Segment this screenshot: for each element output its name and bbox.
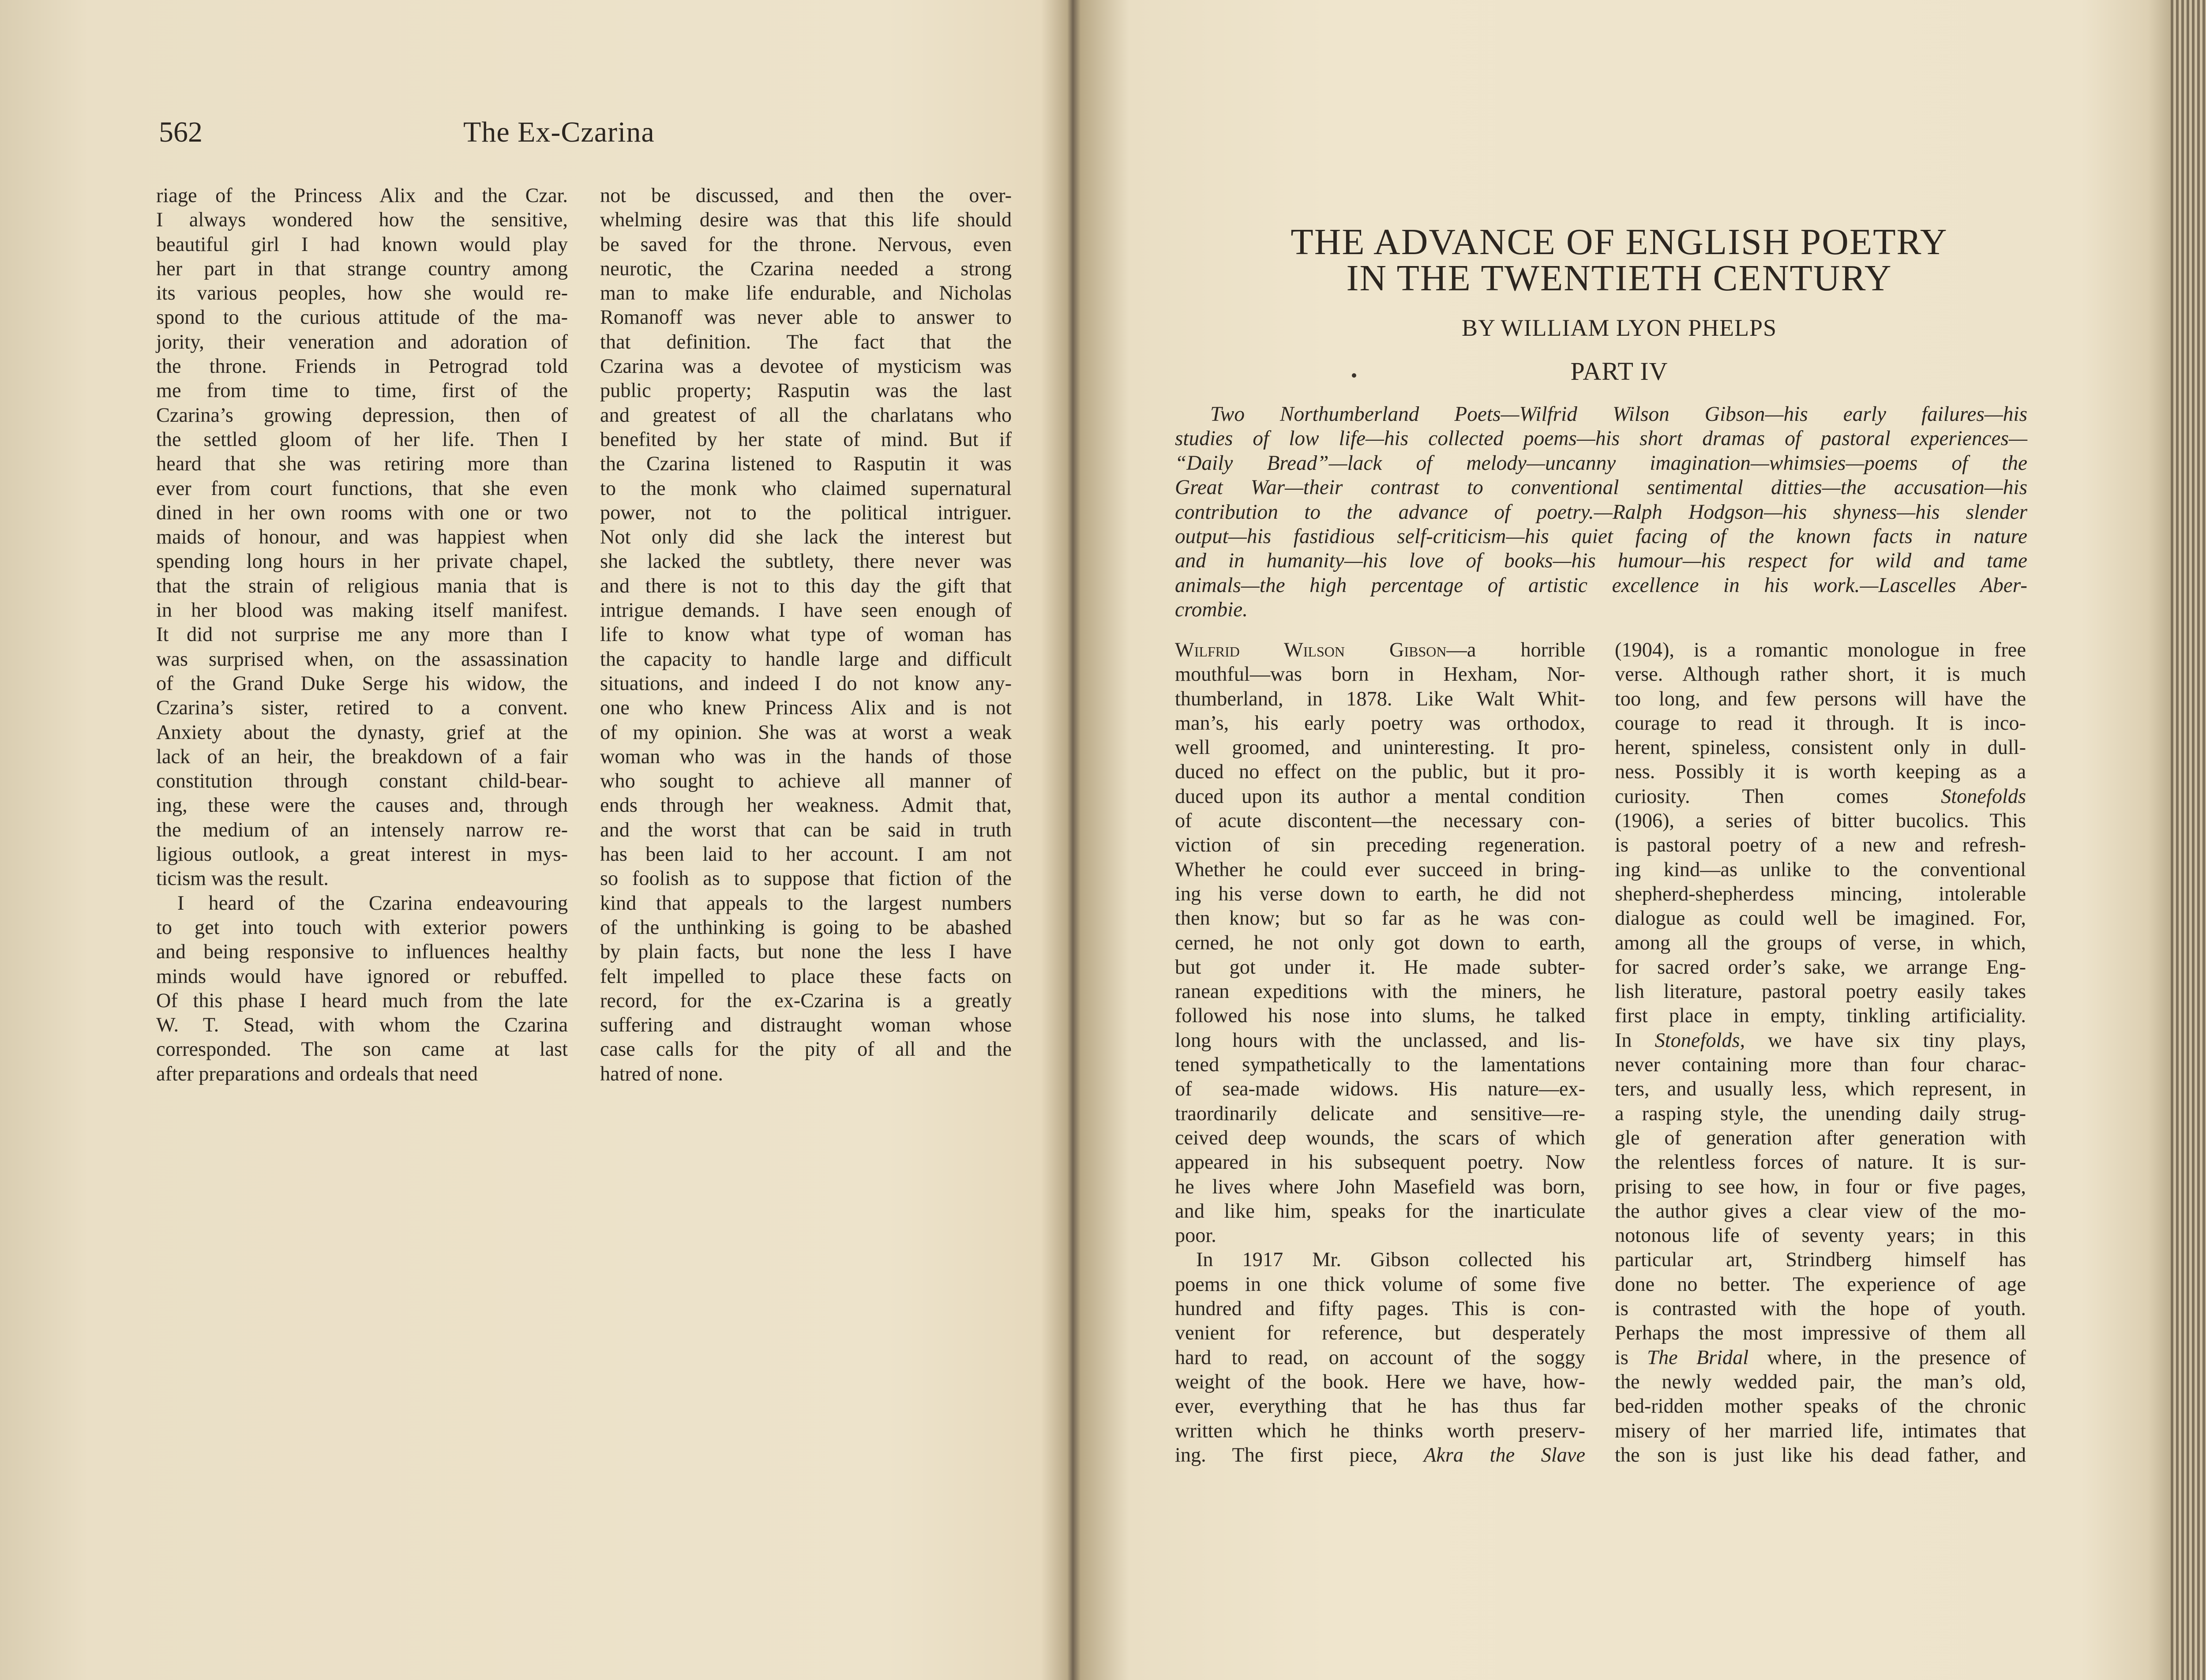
text-line: misery of her married life, intimates that (1615, 1419, 2026, 1442)
text-line: for sacred order’s sake, we arrange Eng- (1615, 956, 2026, 979)
chapter-summary (1175, 402, 2027, 622)
text-line: venient for reference, but desperately (1175, 1322, 1585, 1345)
text-line: poor. (1175, 1224, 1216, 1247)
text-line: after preparations and ordeals that need (156, 1062, 478, 1085)
text-line: spending long hours in her private chapel, (156, 550, 568, 573)
text-line: ever from court functions, that she even (156, 477, 568, 500)
text-line: Czarina was a devotee of mysticism was (600, 355, 1012, 378)
ink-dot (1352, 373, 1356, 378)
page-number: 562 (159, 116, 203, 148)
left-column-1 (156, 184, 568, 1086)
text-line: is pastoral poetry of a new and refresh- (1615, 834, 2026, 857)
text-line: he lives where John Masefield was born, (1175, 1175, 1585, 1198)
text-line: traordinarily delicate and sensitive—re- (1175, 1102, 1585, 1125)
text-line: heard that she was retiring more than (156, 453, 568, 476)
text-line: who sought to achieve all manner of (600, 770, 1012, 793)
text-line: Not only did she lack the interest but (600, 526, 1012, 549)
text-line: ceived deep wounds, the scars of which (1175, 1126, 1585, 1149)
text-line: too long, and few persons will have the (1615, 687, 2026, 710)
text-line: among all the groups of verse, in which, (1615, 931, 2026, 954)
text-line: (1904), is a romantic monologue in free (1615, 639, 2026, 661)
text-line: not be discussed, and then the over- (600, 184, 1012, 207)
text-line: done no better. The experience of age (1615, 1273, 2026, 1296)
text-line: lack of an heir, the breakdown of a fair (156, 745, 568, 768)
text-line: be saved for the throne. Nervous, even (600, 233, 1012, 256)
italic-title: Stonefolds, (1654, 1029, 1745, 1052)
text-line: the newly wedded pair, the man’s old, (1615, 1370, 2026, 1393)
text-line: (1906), a series of bitter bucolics. This (1615, 810, 2026, 832)
part-heading: PART IV (1570, 357, 1668, 386)
text-line: the capacity to handle large and difficult (600, 648, 1012, 671)
text-line: gle of generation after generation with (1615, 1126, 2026, 1149)
text-line: of acute discontent—the necessary con- (1175, 810, 1585, 832)
text-line: the author gives a clear view of the mo- (1615, 1200, 2026, 1222)
text-line: the medium of an intensely narrow re- (156, 818, 568, 841)
text-line: corresponded. The son came at last (156, 1038, 568, 1061)
text-line: the relentless forces of nature. It is sur- (1615, 1151, 2026, 1174)
text-line (1175, 638, 1585, 662)
text-line: written which he thinks worth preserv- (1175, 1419, 1585, 1442)
text-line: mouthful—was born in Hexham, Nor- (1175, 663, 1585, 686)
text-line: It did not surprise me any more than I (156, 623, 568, 646)
text-line: minds would have ignored or rebuffed. (156, 965, 568, 988)
text-line: her part in that strange country among (156, 257, 568, 280)
italic-title: The Bridal (1647, 1346, 1749, 1369)
text-line: the son is just like his dead father, and (1615, 1444, 2026, 1466)
text-line: the settled gloom of her life. Then I (156, 428, 568, 451)
text-line: life to know what type of woman has (600, 623, 1012, 646)
text-fragment: ing. The first piece, (1175, 1444, 1424, 1466)
text-line: and in humanity—his love of books—his humour—his respect for wild and tame (1175, 549, 2027, 573)
text-line: well groomed, and uninteresting. It pro- (1175, 736, 1585, 759)
text-line: ness. Possibly it is worth keeping as a (1615, 761, 2026, 784)
text-line: and the worst that can be said in truth (600, 818, 1012, 841)
text-line: ing kind—as unlike to the conventional (1615, 858, 2026, 881)
text-line: first place in empty, tinkling artificiality. (1615, 1005, 2026, 1028)
text-line: hundred and fifty pages. This is con- (1175, 1298, 1585, 1320)
text-line: constitution through constant child-bear- (156, 770, 568, 793)
text-line: cerned, he not only got down to earth, (1175, 931, 1585, 954)
text-line: man to make life endurable, and Nicholas (600, 282, 1012, 305)
text-line: Czarina’s growing depression, then of (156, 404, 568, 427)
text-fragment: where, in the presence of (1748, 1346, 2026, 1369)
text-line: man’s, his early poetry was orthodox, (1175, 712, 1585, 735)
text-line: studies of low life—his collected poems—his short dramas of pastoral experiences— (1175, 427, 2027, 450)
text-line: “Daily Bread”—lack of melody—uncanny imagination—whimsies—poems of the (1175, 451, 2027, 475)
text-line: ters, and usually less, which represent, in (1615, 1078, 2026, 1101)
text-line: Perhaps the most impressive of them all (1615, 1322, 2026, 1345)
text-line: by plain facts, but none the less I have (600, 941, 1012, 964)
text-fragment: curiosity. Then comes (1615, 785, 1941, 808)
text-line: long hours with the unclassed, and lis- (1175, 1029, 1585, 1052)
text-line: I always wondered how the sensitive, (156, 209, 568, 232)
text-fragment: In (1615, 1029, 1655, 1052)
text-fragment: is (1615, 1346, 1647, 1369)
text-line: a rasping style, the unending daily strug- (1615, 1102, 2026, 1125)
text-line: is contrasted with the hope of youth. (1615, 1298, 2026, 1320)
running-head: The Ex-Czarina (463, 116, 655, 148)
text-line: whelming desire was that this life should (600, 209, 1012, 232)
text-line: felt impelled to place these facts on (600, 965, 1012, 988)
text-line: benefited by her state of mind. But if (600, 428, 1012, 451)
text-line: verse. Although rather short, it is much (1615, 663, 2026, 686)
right-column-2 (1615, 638, 2026, 1467)
article-title-line-1: THE ADVANCE OF ENGLISH POETRY (1291, 221, 1948, 262)
text-line: has been laid to her account. I am not (600, 843, 1012, 866)
text-line: appeared in his subsequent poetry. Now (1175, 1151, 1585, 1174)
text-line: but got under it. He made subter- (1175, 956, 1585, 979)
text-line: lish literature, pastoral poetry easily takes (1615, 980, 2026, 1003)
text-line: Of this phase I heard much from the late (156, 989, 568, 1012)
article-title-line-2: IN THE TWENTIETH CENTURY (1346, 258, 1892, 299)
text-line: of the Grand Duke Serge his widow, the (156, 672, 568, 695)
text-line: Romanoff was never able to answer to (600, 306, 1012, 329)
text-line: ranean expeditions with the miners, he (1175, 980, 1585, 1003)
text-line: situations, and indeed I do not know any- (600, 672, 1012, 695)
text-line: that the strain of religious mania that is (156, 574, 568, 597)
text-line: never containing more than four charac- (1615, 1054, 2026, 1076)
text-fragment: —a horrible (1446, 639, 1585, 661)
text-line: that definition. The fact that the (600, 330, 1012, 353)
text-line: hard to read, on account of the soggy (1175, 1346, 1585, 1369)
text-line: followed his nose into slums, he talked (1175, 1005, 1585, 1028)
text-line: ligious outlook, a great interest in mys- (156, 843, 568, 866)
text-line: duced upon its author a mental condition (1175, 785, 1585, 808)
text-line: of my opinion. She was at worst a weak (600, 721, 1012, 744)
text-line: bed-ridden mother speaks of the chronic (1615, 1395, 2026, 1418)
text-fragment: we have six tiny plays, (1745, 1029, 2026, 1052)
page-edges (2171, 0, 2206, 1680)
text-line: spond to the curious attitude of the ma- (156, 306, 568, 329)
text-line: courage to read it through. It is inco- (1615, 712, 2026, 735)
text-line: tened sympathetically to the lamentations (1175, 1054, 1585, 1076)
text-line: Whether he could ever succeed in bring- (1175, 858, 1585, 881)
text-line: riage of the Princess Alix and the Czar. (156, 184, 568, 207)
text-line: ing his verse down to earth, he did not (1175, 882, 1585, 905)
text-line: of the unthinking is going to be abashed (600, 916, 1012, 939)
text-line: ends through her weakness. Admit that, (600, 794, 1012, 817)
text-line (1175, 1443, 1585, 1467)
text-line: its various peoples, how she would re- (156, 282, 568, 305)
italic-title: Akra the Slave (1424, 1444, 1585, 1466)
text-line: Great War—their contrast to conventional sentimental ditties—the accusation—his (1175, 476, 2027, 499)
text-line: record, for the ex-Czarina is a greatly (600, 989, 1012, 1012)
italic-title: Stonefolds (1941, 785, 2026, 808)
text-line: case calls for the pity of all and the (600, 1038, 1012, 1061)
text-line (1615, 784, 2026, 809)
text-line: dialogue as could well be imagined. For, (1615, 907, 2026, 930)
text-line: prising to see how, in four or five pages, (1615, 1175, 2026, 1198)
text-line: suffering and distraught woman whose (600, 1014, 1012, 1037)
text-line (1615, 1028, 2026, 1053)
lead-small-caps: Wilfrid Wilson Gibson (1175, 639, 1447, 661)
text-line: me from time to time, first of the (156, 379, 568, 402)
text-line: I heard of the Czarina endeavouring (177, 892, 568, 915)
text-line: W. T. Stead, with whom the Czarina (156, 1014, 568, 1037)
text-line: neurotic, the Czarina needed a strong (600, 257, 1012, 280)
text-line: hatred of none. (600, 1062, 723, 1085)
text-line: ever, everything that he has thus far (1175, 1395, 1585, 1418)
text-line: one who knew Princess Alix and is not (600, 697, 1012, 720)
text-line (1615, 1346, 2026, 1370)
text-line: crombie. (1175, 598, 1248, 622)
text-line: contribution to the advance of poetry.—Ralph Hodgson—his shyness—his slender (1175, 500, 2027, 524)
text-line: notonous life of seventy years; in this (1615, 1224, 2026, 1247)
text-line: in her blood was making itself manifest. (156, 599, 568, 622)
text-line: she lacked the subtlety, there never was (600, 550, 1012, 573)
text-line: woman who was in the hands of those (600, 745, 1012, 768)
text-line: Anxiety about the dynasty, grief at the (156, 721, 568, 744)
text-line: In 1917 Mr. Gibson collected his (1196, 1249, 1585, 1271)
text-line: ticism was the result. (156, 867, 329, 890)
text-line: beautiful girl I had known would play (156, 233, 568, 256)
text-line: and greatest of all the charlatans who (600, 404, 1012, 427)
text-line: thumberland, in 1878. Like Walt Whit- (1175, 687, 1585, 710)
text-line: and being responsive to influences healthy (156, 941, 568, 964)
text-line: herent, spineless, consistent only in dull- (1615, 736, 2026, 759)
text-line: of sea-made widows. His nature—ex- (1175, 1078, 1585, 1101)
right-column-1 (1175, 638, 1585, 1467)
text-line: Czarina’s sister, retired to a convent. (156, 697, 568, 720)
text-line: dined in her own rooms with one or two (156, 501, 568, 524)
left-column-2 (600, 184, 1012, 1086)
text-line: animals—the high percentage of artistic excellence in his work.—Lascelles Aber- (1175, 574, 2027, 597)
text-line: poems in one thick volume of some five (1175, 1273, 1585, 1296)
text-line: Two Northumberland Poets—Wilfrid Wilson Gibson—his early failures—his (1210, 403, 2027, 426)
text-line: ing, these were the causes and, through (156, 794, 568, 817)
byline: BY WILLIAM LYON PHELPS (1461, 315, 1777, 341)
text-line: and like him, speaks for the inarticulate (1175, 1200, 1585, 1222)
text-line: power, not to the political intriguer. (600, 501, 1012, 524)
text-line: output—his fastidious self-criticism—his quiet facing of the known facts in nature (1175, 525, 2027, 548)
text-line: duced no effect on the public, but it pro- (1175, 761, 1585, 784)
text-line: maids of honour, and was happiest when (156, 526, 568, 549)
text-line: the Czarina listened to Rasputin it was (600, 453, 1012, 476)
text-line: to get into touch with exterior powers (156, 916, 568, 939)
text-line: shepherd-shepherdess mincing, intolerable (1615, 882, 2026, 905)
text-line: viction of sin preceding regeneration. (1175, 834, 1585, 857)
text-line: was surprised when, on the assassination (156, 648, 568, 671)
text-line: so foolish as to suppose that fiction of the (600, 867, 1012, 890)
text-line: then know; but so far as he was con- (1175, 907, 1585, 930)
text-line: to the monk who claimed supernatural (600, 477, 1012, 500)
text-line: particular art, Strindberg himself has (1615, 1249, 2026, 1271)
text-line: the throne. Friends in Petrograd told (156, 355, 568, 378)
text-line: jority, their veneration and adoration of (156, 330, 568, 353)
text-line: intrigue demands. I have seen enough of (600, 599, 1012, 622)
text-line: and there is not to this day the gift that (600, 574, 1012, 597)
text-line: weight of the book. Here we have, how- (1175, 1370, 1585, 1393)
text-line: kind that appeals to the largest numbers (600, 892, 1012, 915)
text-line: public property; Rasputin was the last (600, 379, 1012, 402)
